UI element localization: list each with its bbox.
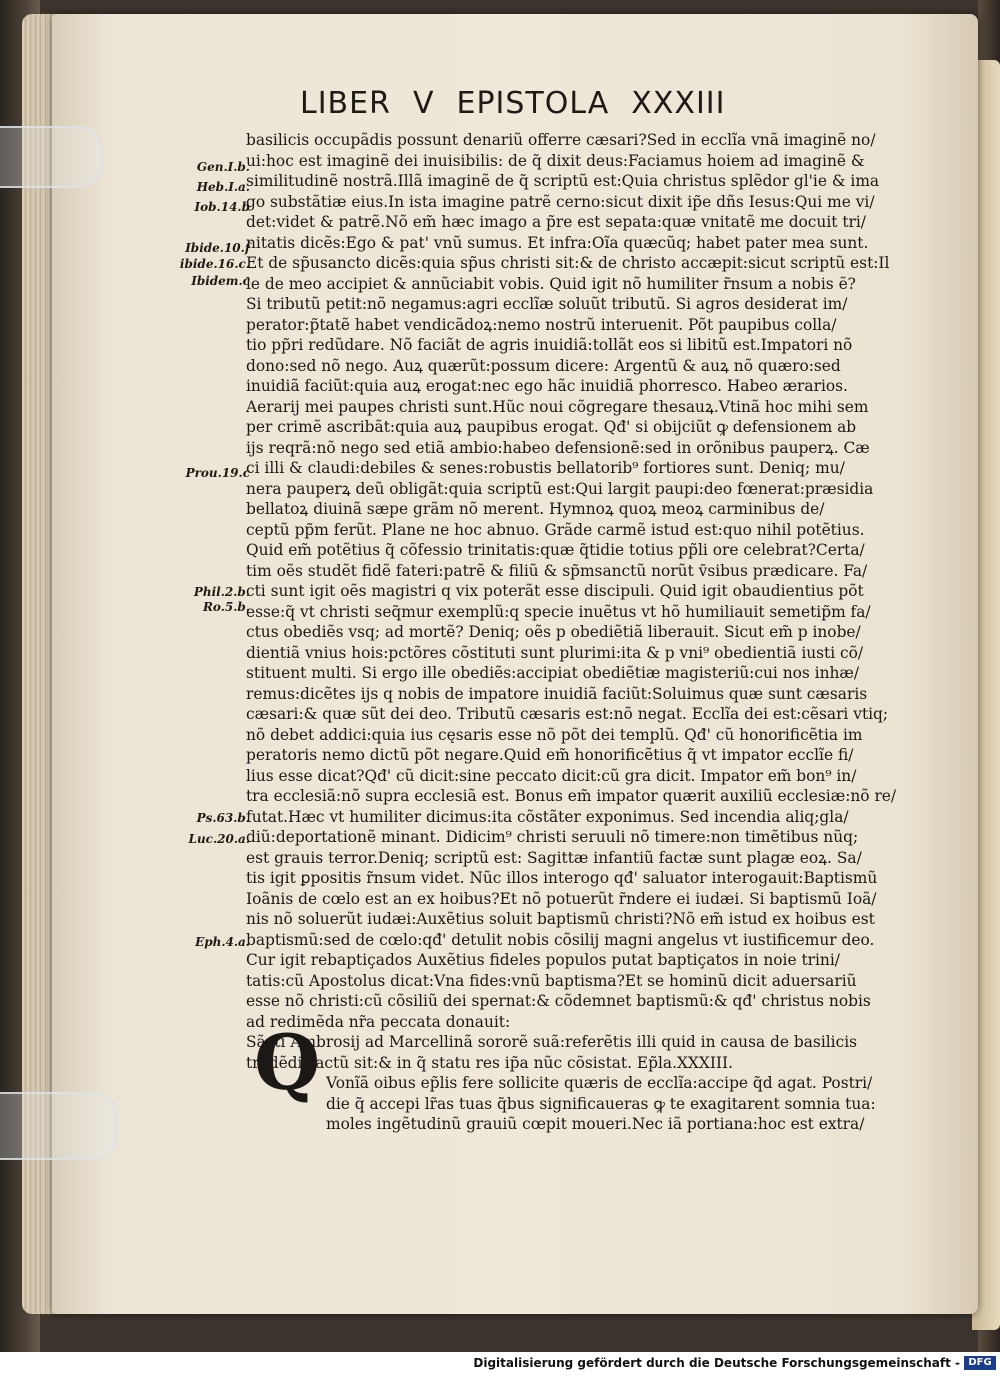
margin-note: Heb.I.a. (196, 180, 250, 194)
text-line: ad redimẽda nr̃a peccata donauit: (246, 1012, 511, 1031)
page-clip (0, 126, 102, 188)
decorated-initial: Q (254, 1018, 321, 1107)
text-line: Aerarij mei paupes christi sunt.Hũc noui cõgregare thesauꝝ.Vtinã hoc mihi sem (246, 397, 869, 416)
text-line: tim oẽs studẽt fidẽ fateri:patrẽ & filiũ & sp̃msanctũ norũt v̄sibus prædicare. Fa/ (246, 561, 868, 580)
text-line: ceptũ pp̃m ferũt. Plane ne hoc abnuo. Grãde carmẽ istud est:quo nihil potẽtius. (246, 520, 865, 539)
text-line: nis nõ soluerũt iudæi:Auxẽtius soluit baptismũ christi?Nõ em̃ istud ex hoibus est (246, 910, 875, 928)
text-line: det:videt & patrẽ.Nõ em̃ hæc imago a p̃re est sepata:quæ vnitatẽ me docuit tri/ (246, 213, 866, 231)
running-head-epistle-number: XXXIII (631, 86, 726, 121)
funding-credit: Digitalisierung gefördert durch die Deutsche Forschungsgemeinschaft - (473, 1356, 960, 1370)
dfg-logo: DFG (964, 1356, 996, 1370)
text-line: lius esse dicat?Qđ' cũ dicit:sine peccato dicit:cũ gra dicit. Impator em̃ bon⁹ in/ (246, 766, 857, 785)
footer-bar (0, 1352, 1000, 1376)
text-line: peratoris nemo dictũ põt negare.Quid em̃ honorificẽtius q̃ vt impator ecclĩe fi/ (246, 746, 854, 764)
text-line: cti sunt igit oẽs magistri q vix poterãt esse discipuli. Quid igit obaudientius põt (246, 582, 864, 600)
text-line: basilicis occupãdis possunt denariũ offerre cæsari?Sed in ecclĩa vnã imaginẽ no/ (246, 131, 876, 149)
text-line: similitudinẽ nostrã.Illã imaginẽ de q̃ scriptũ est:Quia christus splẽdor gl'ie & ima (246, 172, 880, 190)
text-line: futat.Hæc vt humiliter dicimus:ita cõstãter exponimus. Sed incendia aliq;gla/ (246, 807, 849, 826)
text-line: esse nõ christi:cũ cõsiliũ dei spernat:& cõdemnet baptismũ:& qđ' christus nobis (246, 992, 871, 1010)
text-line: perator:p̃tatẽ habet vendicãdoꝝ:nemo nostrũ interuenit. Põt paupibus colla/ (246, 315, 837, 334)
epistle-text (246, 130, 922, 1135)
text-line: stituent multi. Si ergo ille obediẽs:accipiat obediẽtiæ magisteriũ:cui nos inhæ/ (246, 664, 860, 682)
text-line: per crimẽ ascribãt:quia auꝝ paupibus erogat. Qđ' si obijciũt ꝙ defensionem ab (246, 418, 857, 436)
margin-note: Ibide.10.f (185, 241, 250, 255)
text-line: cæsari:& quæ sũt dei deo. Tributũ cæsaris est:nõ negat. Ecclĩa dei est:cẽsari vtiq; (246, 705, 889, 723)
text-line: tatis:cũ Apostolus dicat:Vna fides:vnũ baptisma?Et se hominũ dicit aduersariũ (246, 971, 857, 990)
margin-note: Phil.2.b. (193, 585, 250, 599)
text-line: ui:hoc est imaginẽ dei inuisibilis: de q̃ dixit deus:Faciamus hoiem ad imaginẽ & (246, 151, 865, 170)
margin-note: Eph.4.a. (195, 935, 250, 949)
text-line: Et de sp̃usancto dicẽs:quia sp̃us christi sit:& de christo accæpit:sicut scriptũ est:Il (246, 254, 890, 272)
text-line: Sãcti Ambrosij ad Marcellinã sororẽ suã:referẽtis illi quid in causa de basilicis (246, 1033, 858, 1051)
text-line: remus:dicẽtes ijs q nobis de impatore inuidiã faciũt:Soluimus quæ sunt cæsaris (246, 684, 868, 703)
running-head-epistle: EPISTOLA (456, 86, 610, 121)
text-line: Si tributũ petit:nõ negamus:agri ecclĩæ soluũt tributũ. Si agros desiderat im/ (246, 295, 848, 313)
text-line: Ioãnis de cœlo est an ex hoibus?Et nõ potuerũt r̃ndere ei iudæi. Si baptismũ Ioã/ (246, 889, 877, 908)
margin-note: Gen.I.b. (196, 160, 250, 174)
text-line: esse:q̃ vt christi seq̃mur exemplũ:q specie inuẽtus vt hõ humiliauit semetip̃m fa/ (246, 602, 871, 621)
running-head-book: LIBER (300, 86, 391, 121)
text-line: dono:sed nõ nego. Auꝝ quærũt:possum dicere: Argentũ & auꝝ nõ quæro:sed (246, 356, 841, 375)
text-line: baptismũ:sed de cœlo:qđ' detulit nobis cõsilij magni angelus vt iustificemur deo. (246, 930, 875, 949)
text-line: dientiã vnius hois:pctõres cõstituti sunt plurimi:ita & p vni⁹ obedientiã iusti cõ/ (246, 643, 864, 662)
margin-note: Ro.5.b. (202, 600, 250, 614)
text-line: die q̃ accepi lr̃as tuas q̃bus significaueras ꝙ te exagitarent somnia tua: (326, 1094, 876, 1113)
margin-note: Ibidem.c (191, 274, 250, 288)
text-line: ci illi & claudi:debiles & senes:robustis bellatorib⁹ fortiores sunt. Deniq; mu/ (246, 459, 845, 477)
text-line: Vonĩã oibus ep̃lis fere sollicite quæris de ecclĩa:accipe q̃d agat. Postri/ (326, 1074, 873, 1092)
text-line: est grauis terror.Deniq; scriptũ est: Sagittæ infantiũ factæ sunt plagæ eoꝝ. Sa/ (246, 848, 862, 867)
text-line: tra ecclesiã:nõ supra ecclesiã est. Bonus em̃ impator quærit auxiliũ ecclesiæ:nõ re/ (246, 787, 897, 805)
text-line: diũ:deportationẽ minant. Didicim⁹ christi seruuli nõ timere:non timẽtibus nũq; (246, 828, 859, 846)
text-line: Cur igit rebaptiçados Auxẽtius fideles populos putat baptiçatos in noie trini/ (246, 951, 840, 969)
text-line: moles ingẽtudinũ grauiũ cœpit moueri.Nec iã portiana:hoc est extra/ (326, 1115, 865, 1133)
text-line: le de meo accipiet & annũciabit vobis. Quid igit nõ humiliter r̃nsum a nobis ẽ? (246, 274, 856, 293)
text-line: inuidiã faciũt:quia auꝝ erogat:nec ego hãc inuidiã phorresco. Habeo ærarios. (246, 377, 848, 395)
text-line: go substãtiæ eius.In ista imagine patrẽ cerno:sicut dixit ip̃e dñs Iesus:Qui me vi/ (246, 192, 875, 211)
text-line: ijs reqrã:nõ nego sed etiã ambio:habeo defensionẽ:sed in orõnibus pauperꝝ. Cæ (246, 438, 870, 457)
text-line: tradẽdis actũ sit:& in q̃ statu res ip̃a nũc cõsistat. Ep̃la.XXXIII. (246, 1053, 733, 1072)
text-line: tio pp̃ri redũdare. Nõ faciãt de agris inuidiã:tollãt eos si libitũ est.Impatori nõ (246, 336, 853, 354)
margin-note: Iob.14.b (194, 200, 250, 214)
text-line: nõ debet addici:quia ius cęsaris esse nõ põt dei templũ. Qđ' cũ honorificẽtia im (246, 725, 863, 744)
page-clip (0, 1092, 117, 1160)
running-head-book-number: V (412, 86, 435, 121)
text-line: ctus obediẽs vsq; ad mortẽ? Deniq; oẽs p obediẽtiã liberauit. Sicut em̃ p inobe/ (246, 623, 861, 641)
text-line: bellatoꝝ diuinã sæpe grãm nõ merent. Hymnoꝝ quoꝝ meoꝝ carminibus de/ (246, 500, 825, 518)
text-line: nitatis dicẽs:Ego & pat' vnũ sumus. Et infra:Oĩa quæcũq; habet pater mea sunt. (246, 233, 869, 252)
running-head (300, 86, 860, 121)
text-line: tis igit ꝑpositis r̃nsum videt. Nũc illos interogo qđ' saluator interogauit:Baptismũ (246, 869, 878, 887)
margin-note: Ps.63.b. (196, 811, 250, 825)
margin-note: Luc.20.a. (188, 832, 250, 846)
text-line: nera pauperꝝ deũ obligãt:quia scriptũ est:Qui largit paupi:deo fœnerat:præsidia (246, 479, 874, 498)
margin-note: ibide.16.c. (179, 257, 250, 271)
text-line: Quid em̃ potẽtius q̃ cõfessio trinitatis:quæ q̃tidie totius pp̃li ore celebrat?Certa/ (246, 541, 865, 559)
margin-note: Prou.19.c (185, 466, 250, 480)
